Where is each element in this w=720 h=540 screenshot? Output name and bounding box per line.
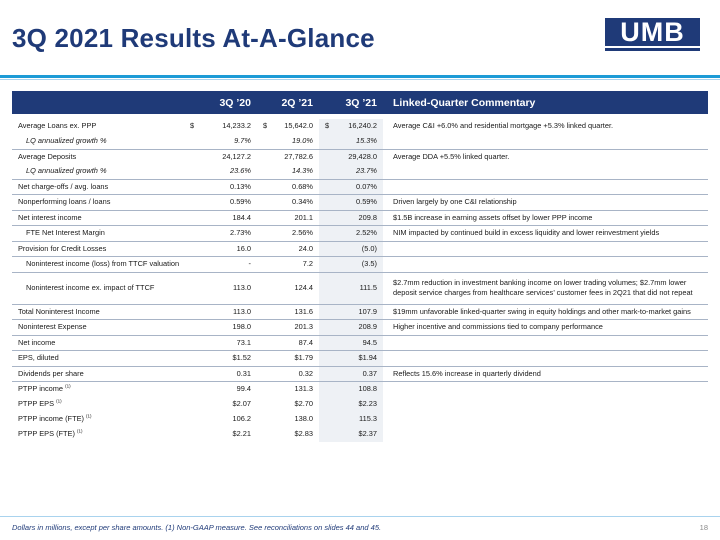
- row-commentary: [383, 397, 708, 412]
- value-3q21: (5.0): [319, 241, 383, 257]
- value-2q21: 138.0: [294, 413, 313, 423]
- table-row: [12, 335, 708, 351]
- row-label: Net charge-offs / avg. loans: [12, 179, 184, 195]
- value-3q20: $ 14,233.2: [190, 121, 251, 131]
- value-2q21: $2.70: [294, 398, 313, 408]
- value-3q21: 2.52%: [319, 226, 383, 242]
- row-label: PTPP income (FTE) $^{(1)}$: [18, 413, 92, 423]
- row-label: Net income: [12, 335, 184, 351]
- page-title: 3Q 2021 Results At-A-Glance: [12, 23, 375, 53]
- value-3q21: 111.5: [319, 272, 383, 304]
- umb-logo: [605, 18, 700, 46]
- logo-text: UMB: [620, 17, 685, 47]
- row-commentary: Average DDA +5.5% linked quarter.: [383, 149, 708, 164]
- footnote: Dollars in millions, except per share amounts. (1) Non-GAAP measure. See reconciliations on slides 44 and 45.: [12, 523, 382, 532]
- row-label: PTPP EPS (FTE) $^{(1)}$: [18, 428, 83, 438]
- row-commentary: Reflects 15.6% increase in quarterly dividend: [383, 366, 708, 382]
- value-3q21: $2.37: [319, 427, 383, 442]
- footnote-marker: (1): [65, 383, 71, 389]
- row-commentary: [383, 412, 708, 427]
- value-3q20: 2.73%: [184, 226, 257, 242]
- table-row: [12, 195, 708, 211]
- header-3q20: 3Q ’20: [184, 91, 257, 114]
- table-row: [12, 382, 708, 397]
- value-3q21: 107.9: [319, 304, 383, 320]
- row-commentary: [383, 427, 708, 442]
- row-commentary: [383, 382, 708, 397]
- row-label: Dividends per share: [12, 366, 184, 382]
- row-label: Nonperforming loans / loans: [12, 195, 184, 211]
- row-label: LQ annualized growth %: [26, 166, 107, 175]
- value-3q21: 0.59%: [319, 195, 383, 211]
- row-label: Noninterest income (loss) from TTCF valuation: [12, 257, 184, 273]
- logo-underline: [605, 48, 700, 51]
- value-3q20: 198.0: [184, 320, 257, 336]
- table-row: [12, 210, 708, 226]
- footnote-marker: (1): [86, 413, 92, 419]
- value-3q21: 0.07%: [319, 179, 383, 195]
- value-2q21: 201.1: [257, 210, 319, 226]
- table-header-row: [12, 91, 708, 114]
- row-label: Provision for Credit Losses: [12, 241, 184, 257]
- value-3q20: $2.07: [232, 398, 251, 408]
- row-label: Noninterest Expense: [12, 320, 184, 336]
- value-3q20: 0.31: [184, 366, 257, 382]
- row-commentary: Average C&I +6.0% and residential mortgage +5.3% linked quarter.: [393, 121, 614, 131]
- row-label: Average Deposits: [12, 149, 184, 164]
- row-label: LQ annualized growth %: [26, 136, 107, 145]
- value-3q21: 115.3: [319, 412, 383, 427]
- table-row: [12, 179, 708, 195]
- value-3q21: 15.3%: [319, 134, 383, 149]
- footnote-marker: (1): [56, 398, 62, 404]
- value-2q21: $2.83: [294, 428, 313, 438]
- row-label: Noninterest income ex. impact of TTCF: [12, 272, 184, 304]
- row-label: EPS, diluted: [12, 351, 184, 367]
- value-3q20: 73.1: [184, 335, 257, 351]
- row-commentary: [383, 179, 708, 195]
- value-2q21: 0.68%: [257, 179, 319, 195]
- value-3q20: 99.4: [184, 382, 257, 397]
- results-table: [12, 91, 708, 442]
- table-row: [12, 241, 708, 257]
- row-label: Total Noninterest Income: [12, 304, 184, 320]
- value-3q21: $ 16,240.2: [319, 119, 383, 134]
- value-3q21: 108.8: [319, 382, 383, 397]
- table-row: [12, 397, 708, 412]
- footnote-marker: (1): [77, 428, 83, 434]
- value-3q21: 94.5: [319, 335, 383, 351]
- table-row: [12, 304, 708, 320]
- value-3q20: 184.4: [184, 210, 257, 226]
- title-divider-thin: [0, 79, 720, 80]
- row-commentary: $19mm unfavorable linked-quarter swing in equity holdings and other mark-to-market gains: [383, 304, 708, 320]
- currency-symbol: $: [263, 121, 268, 131]
- table-row: [12, 412, 708, 427]
- value-2q21: $1.79: [257, 351, 319, 367]
- row-commentary: [383, 351, 708, 367]
- value-3q20: 0.13%: [184, 179, 257, 195]
- value-2q21: 131.3: [257, 382, 319, 397]
- table-row: [12, 320, 708, 336]
- row-commentary: [383, 335, 708, 351]
- table-row: [12, 164, 708, 179]
- row-commentary: [383, 241, 708, 257]
- value-3q20: 24,127.2: [184, 149, 257, 164]
- value-2q21: 7.2: [257, 257, 319, 273]
- value-3q20: 106.2: [232, 413, 251, 423]
- value-2q21: 19.0%: [292, 136, 313, 145]
- row-commentary: [383, 257, 708, 273]
- row-commentary: $2.7mm reduction in investment banking income on lower trading volumes; $2.7mm lower deposit service charges from healthcare services’ customer fees in 2Q21 that did not repeat: [383, 272, 708, 304]
- value-3q21: $1.94: [319, 351, 383, 367]
- value-3q21: $2.23: [319, 397, 383, 412]
- table-row: [12, 149, 708, 164]
- value-2q21: $ 15,642.0: [263, 121, 313, 131]
- value-3q21: 209.8: [319, 210, 383, 226]
- row-commentary: [383, 134, 708, 149]
- footer-divider: [0, 516, 720, 517]
- header-3q21: 3Q ’21: [319, 91, 383, 114]
- value-2q21: 14.3%: [292, 166, 313, 175]
- table-row: [12, 351, 708, 367]
- row-label: PTPP income $^{(1)}$: [12, 382, 184, 397]
- value-3q20: 113.0: [184, 272, 257, 304]
- value-2q21: 131.6: [257, 304, 319, 320]
- row-commentary: Driven largely by one C&I relationship: [383, 195, 708, 211]
- value-2q21: 0.34%: [257, 195, 319, 211]
- value-3q20: 0.59%: [184, 195, 257, 211]
- currency-symbol: $: [190, 121, 195, 131]
- value-2q21: 201.3: [257, 320, 319, 336]
- value-3q21: 29,428.0: [319, 149, 383, 164]
- value-3q20: $1.52: [184, 351, 257, 367]
- value-2q21: 24.0: [257, 241, 319, 257]
- table-row: [12, 257, 708, 273]
- value-3q20: 16.0: [184, 241, 257, 257]
- row-label: Average Loans ex. PPP: [18, 121, 97, 131]
- value-3q20: 9.7%: [234, 136, 251, 145]
- currency-symbol: $: [325, 121, 330, 131]
- row-commentary: Higher incentive and commissions tied to company performance: [383, 320, 708, 336]
- value-3q20: 23.6%: [230, 166, 251, 175]
- value-3q20: 113.0: [184, 304, 257, 320]
- row-commentary: NIM impacted by continued build in excess liquidity and lower reinvestment yields: [383, 226, 708, 242]
- row-label: Net interest income: [12, 210, 184, 226]
- table-row: [12, 226, 708, 242]
- row-commentary: $1.5B increase in earning assets offset by lower PPP income: [383, 210, 708, 226]
- header-commentary: Linked-Quarter Commentary: [383, 91, 708, 114]
- header-2q21: 2Q ’21: [257, 91, 319, 114]
- table-row: [12, 366, 708, 382]
- value-3q20: $2.21: [232, 428, 251, 438]
- value-2q21: 2.56%: [257, 226, 319, 242]
- page-number: 18: [699, 523, 708, 532]
- value-3q21: (3.5): [319, 257, 383, 273]
- row-label: PTPP EPS $^{(1)}$: [18, 398, 62, 408]
- table-row: [12, 134, 708, 149]
- value-2q21: 27,782.6: [257, 149, 319, 164]
- header-metric: [12, 91, 184, 114]
- table-row: [12, 427, 708, 442]
- table-row: [12, 272, 708, 304]
- value-3q21: 208.9: [319, 320, 383, 336]
- value-3q21: 23.7%: [319, 164, 383, 179]
- value-2q21: 0.32: [257, 366, 319, 382]
- value-2q21: 87.4: [257, 335, 319, 351]
- value-3q21: 0.37: [319, 366, 383, 382]
- table-row: [12, 119, 708, 134]
- row-commentary: [383, 164, 708, 179]
- row-label: FTE Net Interest Margin: [12, 226, 184, 242]
- title-divider: [0, 75, 720, 78]
- value-2q21: 124.4: [257, 272, 319, 304]
- value-3q20: -: [184, 257, 257, 273]
